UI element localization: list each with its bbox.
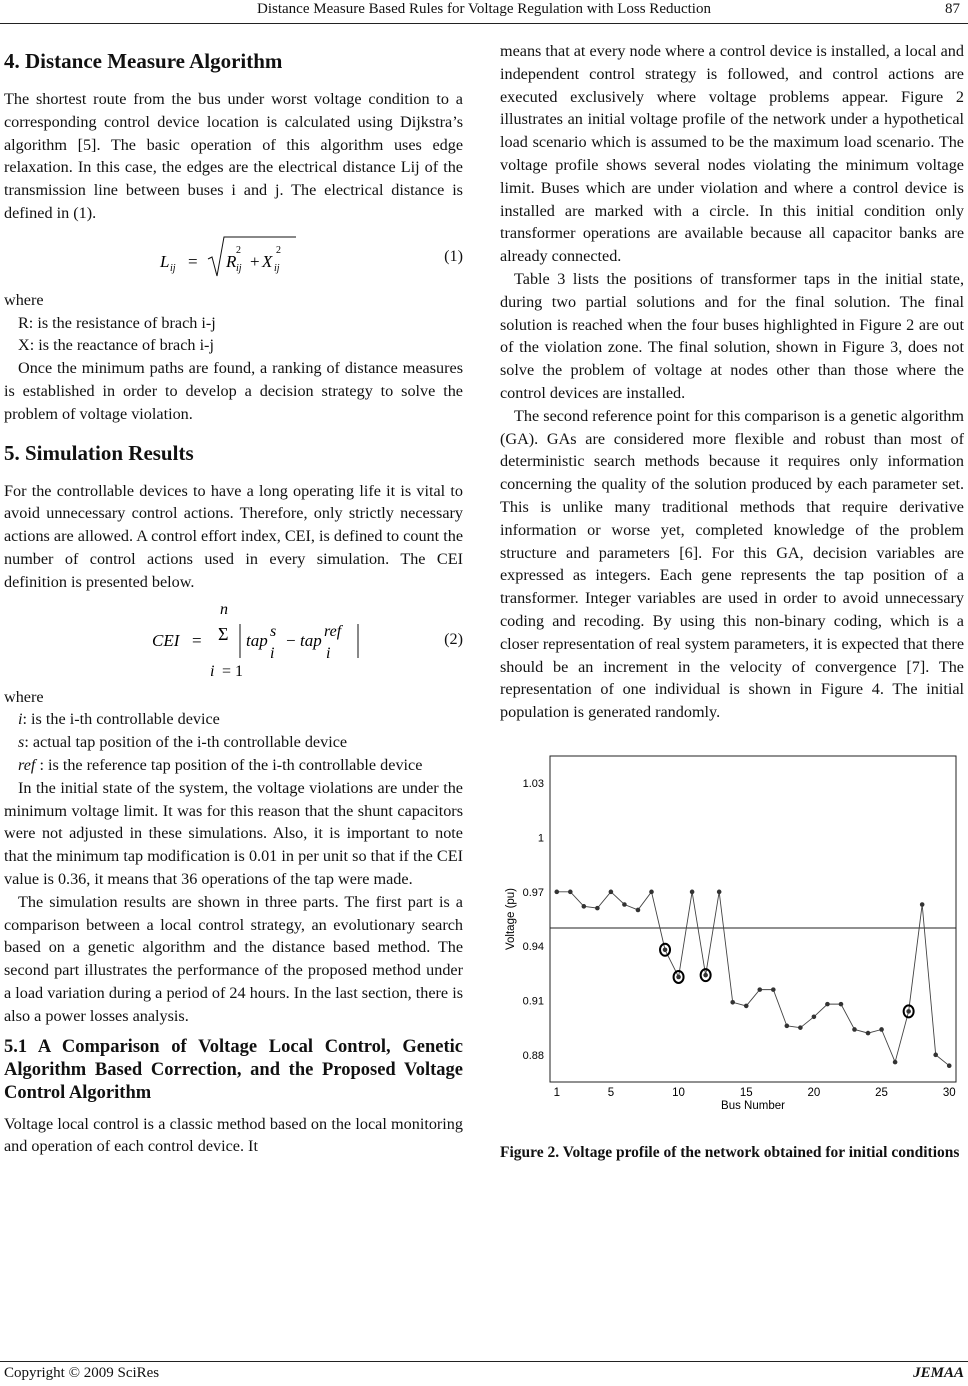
x-tick-label: 15 xyxy=(739,1086,753,1099)
plot-frame xyxy=(550,756,956,1082)
data-point xyxy=(933,1052,938,1057)
svg-text:ij: ij xyxy=(170,262,176,274)
data-point xyxy=(812,1014,817,1019)
data-point xyxy=(582,904,587,909)
svg-text:= 1: = 1 xyxy=(222,662,244,680)
svg-text:ij: ij xyxy=(236,262,242,274)
definition-r: R: is the resistance of brach i-j xyxy=(18,313,216,332)
copyright: Copyright © 2009 SciRes xyxy=(4,1365,160,1381)
section-heading-5: 5. Simulation Results xyxy=(4,440,194,465)
data-point xyxy=(825,1002,830,1007)
x-axis-label: Bus Number xyxy=(721,1099,785,1112)
svg-text:i: i xyxy=(270,644,275,662)
data-point xyxy=(757,987,762,992)
paragraph: The simulation results are shown in three parts. The first part is a comparison between a local control strategy, an evolutionary search based on a genetic algorithm and the distance based method. The second part illustrates the performance of the proposed method under a load variation during a period of 24 hours. In the last section, there is also a power losses analysis. xyxy=(4,892,463,1025)
data-point xyxy=(906,1009,911,1014)
data-point xyxy=(798,1025,803,1030)
right-column xyxy=(500,40,964,1163)
paragraph: Voltage local control is a classic method based on the local monitoring and operation of each control device. It xyxy=(4,1114,463,1156)
svg-text:i: i xyxy=(326,644,331,662)
section-heading-4: 4. Distance Measure Algorithm xyxy=(4,49,283,73)
where-label: where xyxy=(4,687,44,706)
svg-text:Σ: Σ xyxy=(218,623,229,644)
svg-text:ref: ref xyxy=(324,622,342,640)
data-point xyxy=(730,1000,735,1005)
data-point xyxy=(947,1063,952,1068)
data-point xyxy=(568,889,573,894)
paragraph: For the controllable devices to have a long operating life it is vital to avoid unnecessary control actions. Therefore, only strictly necessary actions are allowed. A control effort index, CEI, is defined to count the number of control actions used in every simulation. The CEI definition is presented below. xyxy=(4,481,463,591)
paragraph: Once the minimum paths are found, a ranking of distance measures is established in order to develop a decision strategy to solve the problem of voltage violation. xyxy=(4,359,463,423)
svg-text:L: L xyxy=(160,251,170,271)
equation-number: (1) xyxy=(444,246,463,265)
svg-text:R: R xyxy=(226,251,237,271)
journal-name: JEMAA xyxy=(913,1365,964,1381)
data-point xyxy=(744,1004,749,1009)
svg-text:ij: ij xyxy=(274,262,280,274)
data-point xyxy=(622,902,627,907)
left-column xyxy=(4,40,463,1158)
definition-s: s: actual tap position of the i-th controllable device xyxy=(18,733,348,752)
data-point xyxy=(879,1027,884,1032)
data-point xyxy=(920,902,925,907)
header-rule xyxy=(0,23,968,24)
data-point xyxy=(771,987,776,992)
equation-1 xyxy=(4,225,463,289)
svg-text:=: = xyxy=(192,630,202,650)
svg-text:tap: tap xyxy=(300,630,322,650)
voltage-profile-chart xyxy=(500,748,964,1136)
paragraph: Table 3 lists the positions of transformer taps in the initial state, during two partial solutions and for the final solution. The final solution is reached when the four buses highlighted in Figure 2 are out of the violation zone. The final solution, shown in Figure 3, does not solve the problem of voltage at nodes other than those where the control devices are installed. xyxy=(500,269,964,402)
x-tick-label: 10 xyxy=(672,1086,685,1099)
svg-text:tap: tap xyxy=(246,630,268,650)
y-tick-label: 0.94 xyxy=(522,941,544,954)
x-tick-label: 1 xyxy=(553,1086,560,1099)
data-point xyxy=(690,889,695,894)
data-point xyxy=(852,1027,857,1032)
svg-text:2: 2 xyxy=(276,244,281,256)
svg-text:2: 2 xyxy=(236,244,241,256)
data-point xyxy=(554,889,559,894)
page-number: 87 xyxy=(945,1,960,17)
svg-text:+: + xyxy=(250,251,260,271)
svg-text:s: s xyxy=(270,622,277,640)
equation-2 xyxy=(4,594,463,686)
svg-text:CEI: CEI xyxy=(152,630,180,650)
y-tick-label: 0.91 xyxy=(522,995,544,1008)
where-label: where xyxy=(4,290,44,309)
figure-2 xyxy=(500,748,964,1136)
svg-text:X: X xyxy=(262,251,273,271)
subsection-heading-5-1: 5.1 A Comparison of Voltage Local Control, Genetic Algorithm Based Correction, and the Proposed Voltage Control Algorithm xyxy=(4,1036,463,1103)
y-tick-label: 1 xyxy=(537,832,544,845)
x-tick-label: 5 xyxy=(607,1086,615,1099)
footer-rule xyxy=(0,1361,968,1362)
paragraph: means that at every node where a control device is installed, a local and independent control strategy is followed, and control actions are executed exclusively where voltage problems appear. Figure 2 illustrates an initial voltage profile of the network under a hypothetical load scenario which is assumed to be the maximum load scenario. The voltage profile shows several nodes violating the minimum voltage limit. Buses which are under violation and where a control device is installed are marked with a circle. In this initial condition only transformer operations are available because all capacitor banks are already connected. xyxy=(500,42,964,266)
data-point xyxy=(717,889,722,894)
svg-text:−: − xyxy=(286,630,296,650)
y-tick-label: 0.97 xyxy=(522,886,544,899)
definition-i: i: is the i-th controllable device xyxy=(18,710,220,729)
data-point xyxy=(636,908,641,913)
svg-text:i: i xyxy=(210,662,215,680)
definition-x: X: is the reactance of brach i-j xyxy=(18,336,214,355)
y-axis-label: Voltage (pu) xyxy=(505,887,517,950)
data-point xyxy=(703,973,708,978)
page-footer xyxy=(0,1361,968,1386)
paragraph: The second reference point for this comparison is a genetic algorithm (GA). GAs are considered more flexible and robust than most of deterministic search methods because it requires only information concerning the quality of the solution produced by each parameter set. This is unlike many traditional methods that require derivative information or worse yet, completed knowledge of the problem structure and parameters [6]. For this GA, decision variables are expressed as integers. Each gene represents the tap position of a transformer. Integer variables are used in order to avoid unnecessary coding and recoding. By using this non-binary coding, which is a closer representation of real system parameters, it is expected that there should be an increment in the velocity of convergence [7]. The representation of one individual is shown in Figure 4. The initial population is generated randomly. xyxy=(500,406,964,722)
paragraph: In the initial state of the system, the voltage violations are under the minimum voltage limit. It was for this reason that the shunt capacitors were not adjusted in these simulations. Also, it is important to note that the minimum tap modification is 0.01 in per unit so that if the CEI value is 0.36, it means that 36 operations of the tap were made. xyxy=(4,778,463,888)
running-title: Distance Measure Based Rules for Voltage Regulation with Loss Reduction xyxy=(257,1,711,17)
x-tick-label: 30 xyxy=(942,1086,956,1099)
data-point xyxy=(676,975,681,980)
svg-text:=: = xyxy=(188,251,198,271)
svg-text:n: n xyxy=(220,600,228,618)
y-tick-label: 0.88 xyxy=(522,1049,544,1062)
equation-1-formula xyxy=(154,229,314,285)
chart-axes xyxy=(550,756,956,1082)
data-point xyxy=(785,1023,790,1028)
paragraph: The shortest route from the bus under worst voltage condition to a corresponding control device location is calculated using Dijkstra’s algorithm [5]. The basic operation of this algorithm uses edge relaxation. In this case, the edges are the electrical distance Lij of the transmission line between buses i and j. The electrical distance is defined in (1). xyxy=(4,90,463,222)
page-header xyxy=(0,0,968,28)
x-tick-label: 20 xyxy=(807,1086,821,1099)
definition-ref: ref : is the reference tap position of the i-th controllable device xyxy=(18,755,423,774)
data-point xyxy=(839,1002,844,1007)
data-point xyxy=(609,889,614,894)
y-tick-label: 1.03 xyxy=(522,778,544,791)
x-tick-label: 25 xyxy=(875,1086,888,1099)
data-point xyxy=(893,1060,898,1065)
equation-number: (2) xyxy=(444,629,463,648)
data-point xyxy=(595,906,600,911)
figure-caption: Figure 2. Voltage profile of the network obtained for initial conditions xyxy=(500,1143,960,1161)
equation-2-formula xyxy=(144,596,374,684)
data-point xyxy=(649,889,654,894)
data-point xyxy=(663,947,668,952)
data-point xyxy=(866,1031,871,1036)
